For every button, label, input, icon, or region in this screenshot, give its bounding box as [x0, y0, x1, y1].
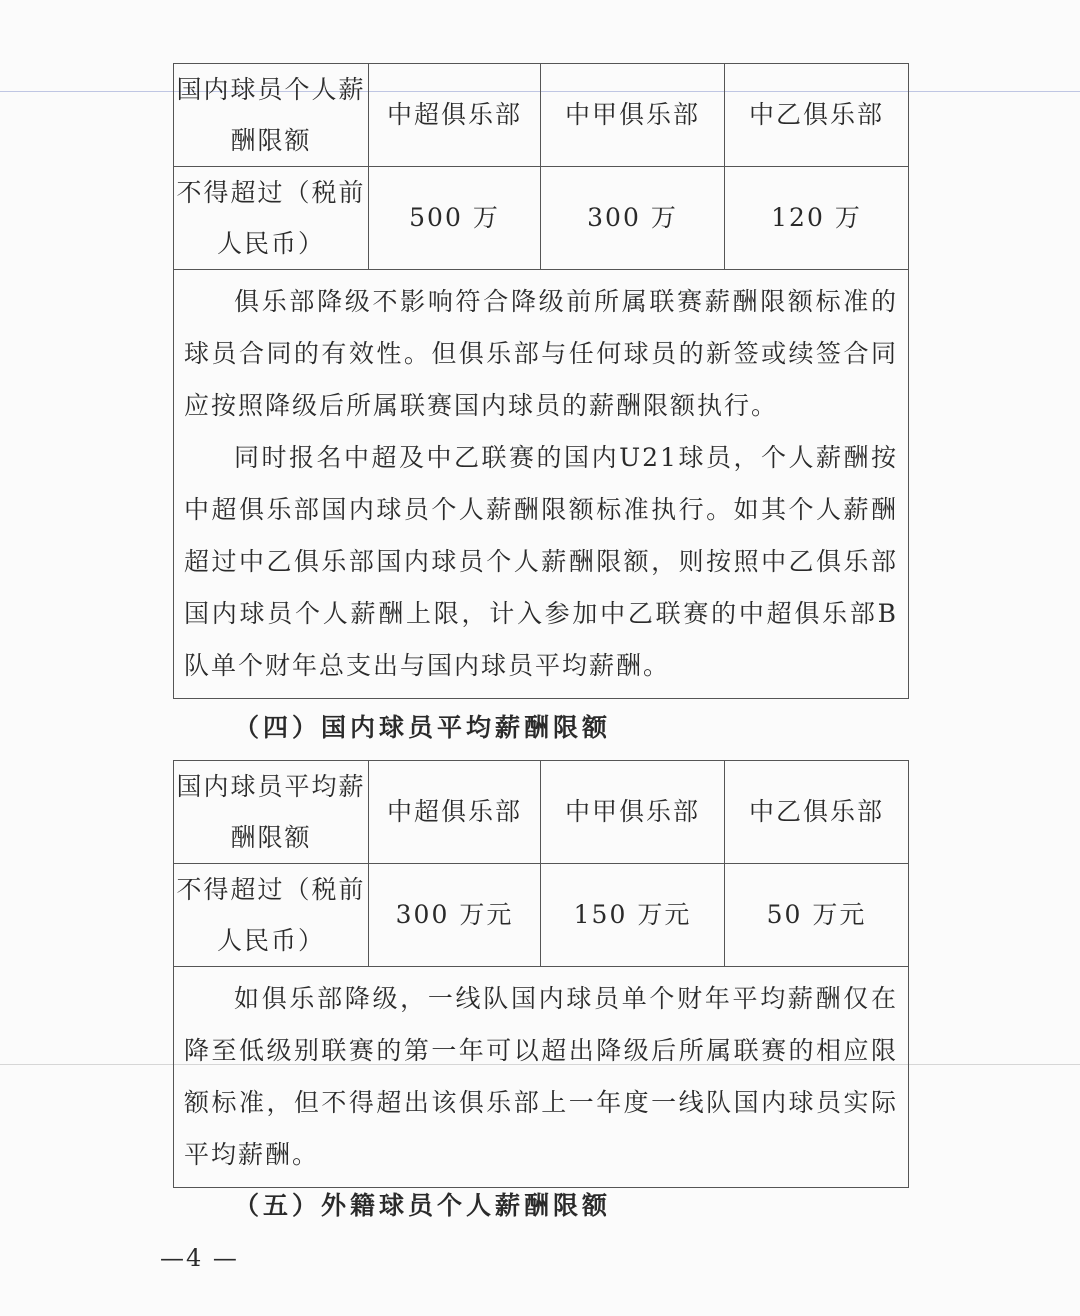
average-salary-cap-table: [173, 760, 909, 1188]
value-cell-csl: 500 万: [369, 167, 541, 270]
value-cell-csl: 300 万元: [369, 864, 541, 967]
note-paragraph: 如俱乐部降级，一线队国内球员单个财年平均薪酬仅在降至低级别联赛的第一年可以超出降级后所属联赛的相应限额标准，但不得超出该俱乐部上一年度一线队国内球员实际平均薪酬。: [184, 984, 898, 1169]
table-row: [174, 864, 909, 967]
value-cell-league-one: 300 万: [541, 167, 725, 270]
personal-salary-cap-table: [173, 63, 909, 699]
note-paragraph: 同时报名中超及中乙联赛的国内U21球员，个人薪酬按中超俱乐部国内球员个人薪酬限额标准执行。如其个人薪酬超过中乙俱乐部国内球员个人薪酬限额，则按照中乙俱乐部国内球员个人薪酬上限，计入参加中乙联赛的中超俱乐部B队单个财年总支出与国内球员平均薪酬。: [184, 443, 898, 680]
note-paragraph: 俱乐部降级不影响符合降级前所属联赛薪酬限额标准的球员合同的有效性。但俱乐部与任何球员的新签或续签合同应按照降级后所属联赛国内球员的薪酬限额执行。: [184, 287, 898, 420]
table-row: [174, 167, 909, 270]
row-label-cell: 不得超过（税前人民币）: [174, 167, 369, 270]
header-cell-csl: 中超俱乐部: [369, 64, 541, 167]
section-heading-4: （四）国内球员平均薪酬限额: [234, 713, 612, 742]
row-label-cell: 不得超过（税前人民币）: [174, 864, 369, 967]
header-cell-csl: 中超俱乐部: [369, 761, 541, 864]
header-cell-league-two: 中乙俱乐部: [725, 761, 909, 864]
header-cell-category: 国内球员个人薪酬限额: [174, 64, 369, 167]
table-header-row: [174, 761, 909, 864]
table-header-row: [174, 64, 909, 167]
page-number: —4 —: [160, 1244, 239, 1272]
section-heading-5: （五）外籍球员个人薪酬限额: [234, 1191, 612, 1220]
header-cell-league-one: 中甲俱乐部: [541, 761, 725, 864]
header-cell-league-two: 中乙俱乐部: [725, 64, 909, 167]
notes-cell: [174, 967, 909, 1188]
notes-cell: [174, 270, 909, 699]
value-cell-league-two: 50 万元: [725, 864, 909, 967]
notes-row: [174, 967, 909, 1188]
header-cell-category: 国内球员平均薪酬限额: [174, 761, 369, 864]
header-cell-league-one: 中甲俱乐部: [541, 64, 725, 167]
value-cell-league-two: 120 万: [725, 167, 909, 270]
value-cell-league-one: 150 万元: [541, 864, 725, 967]
notes-row: [174, 270, 909, 699]
